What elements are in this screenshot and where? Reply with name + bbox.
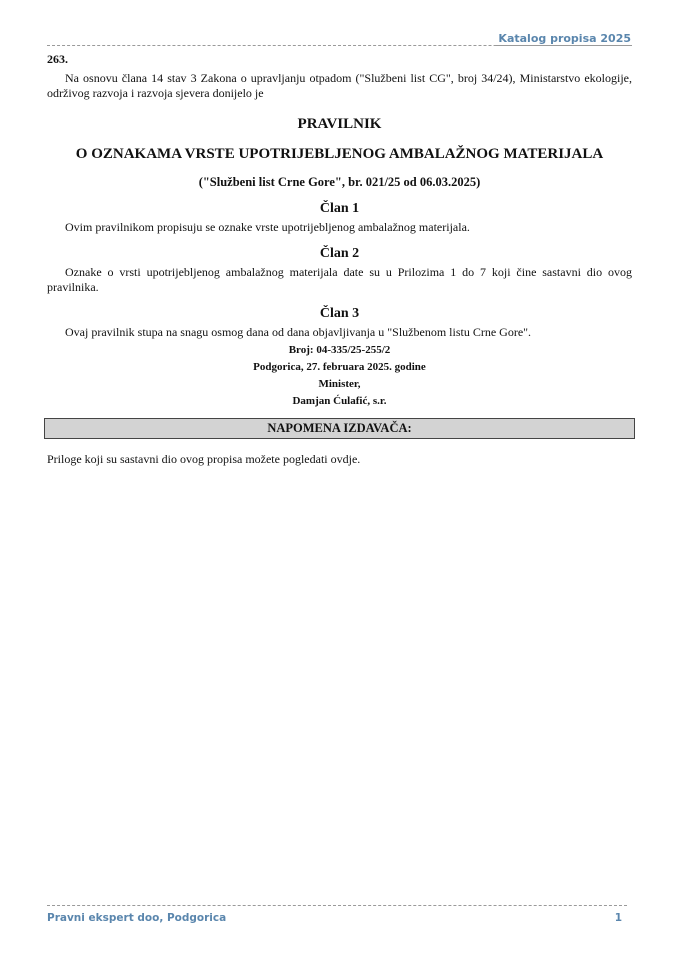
signatory-name: Damjan Ćulafić, s.r. — [292, 395, 387, 407]
publisher-note-text: Priloge koji su sastavni dio ovog propisa možete pogledati ovdje. — [47, 452, 361, 466]
document-body — [47, 52, 632, 467]
page-header — [47, 30, 632, 50]
article-2-text: Oznake o vrsti upotrijebljenog ambalažnog materijala date su u Prilozima 1 do 7 koji čine sastavni dio ovog pravilnika. — [47, 265, 632, 294]
gazette-reference: ("Službeni list Crne Gore", br. 021/25 od 06.03.2025) — [198, 175, 481, 189]
page-footer — [47, 905, 627, 929]
reference-number: Broj: 04-335/25-255/2 — [288, 344, 391, 356]
article-1-text: Ovim pravilnikom propisuju se oznake vrste upotrijebljenog ambalažnog materijala. — [65, 220, 470, 234]
place-date: Podgorica, 27. februara 2025. godine — [253, 361, 426, 373]
article-3-heading: Član 3 — [319, 306, 360, 321]
article-3-text: Ovaj pravilnik stupa na snagu osmog dana od dana objavljivanja u "Službenom listu Crne Gore". — [65, 325, 532, 339]
document-number: 263. — [47, 52, 68, 66]
preamble: Na osnovu člana 14 stav 3 Zakona o upravljanju otpadom ("Službeni list CG", broj 34/24), Ministarstvo ekologije, održivog razvoja i razvoja sjevera donijelo je — [47, 71, 632, 100]
page-number: 1 — [614, 912, 622, 924]
document-title: PRAVILNIK — [297, 116, 382, 132]
signatory-role: Minister, — [318, 378, 361, 390]
publisher-note-heading: NAPOMENA IZDAVAČA: — [44, 418, 635, 439]
header-title: Katalog propisa 2025 — [495, 32, 631, 46]
article-1-heading: Član 1 — [319, 201, 360, 216]
footer-divider — [47, 905, 627, 906]
footer-publisher: Pravni ekspert doo, Podgorica — [47, 912, 227, 924]
document-subtitle: O OZNAKAMA VRSTE UPOTRIJEBLJENOG AMBALAŽNOG MATERIJALA — [75, 146, 604, 162]
article-2-heading: Član 2 — [319, 246, 360, 261]
